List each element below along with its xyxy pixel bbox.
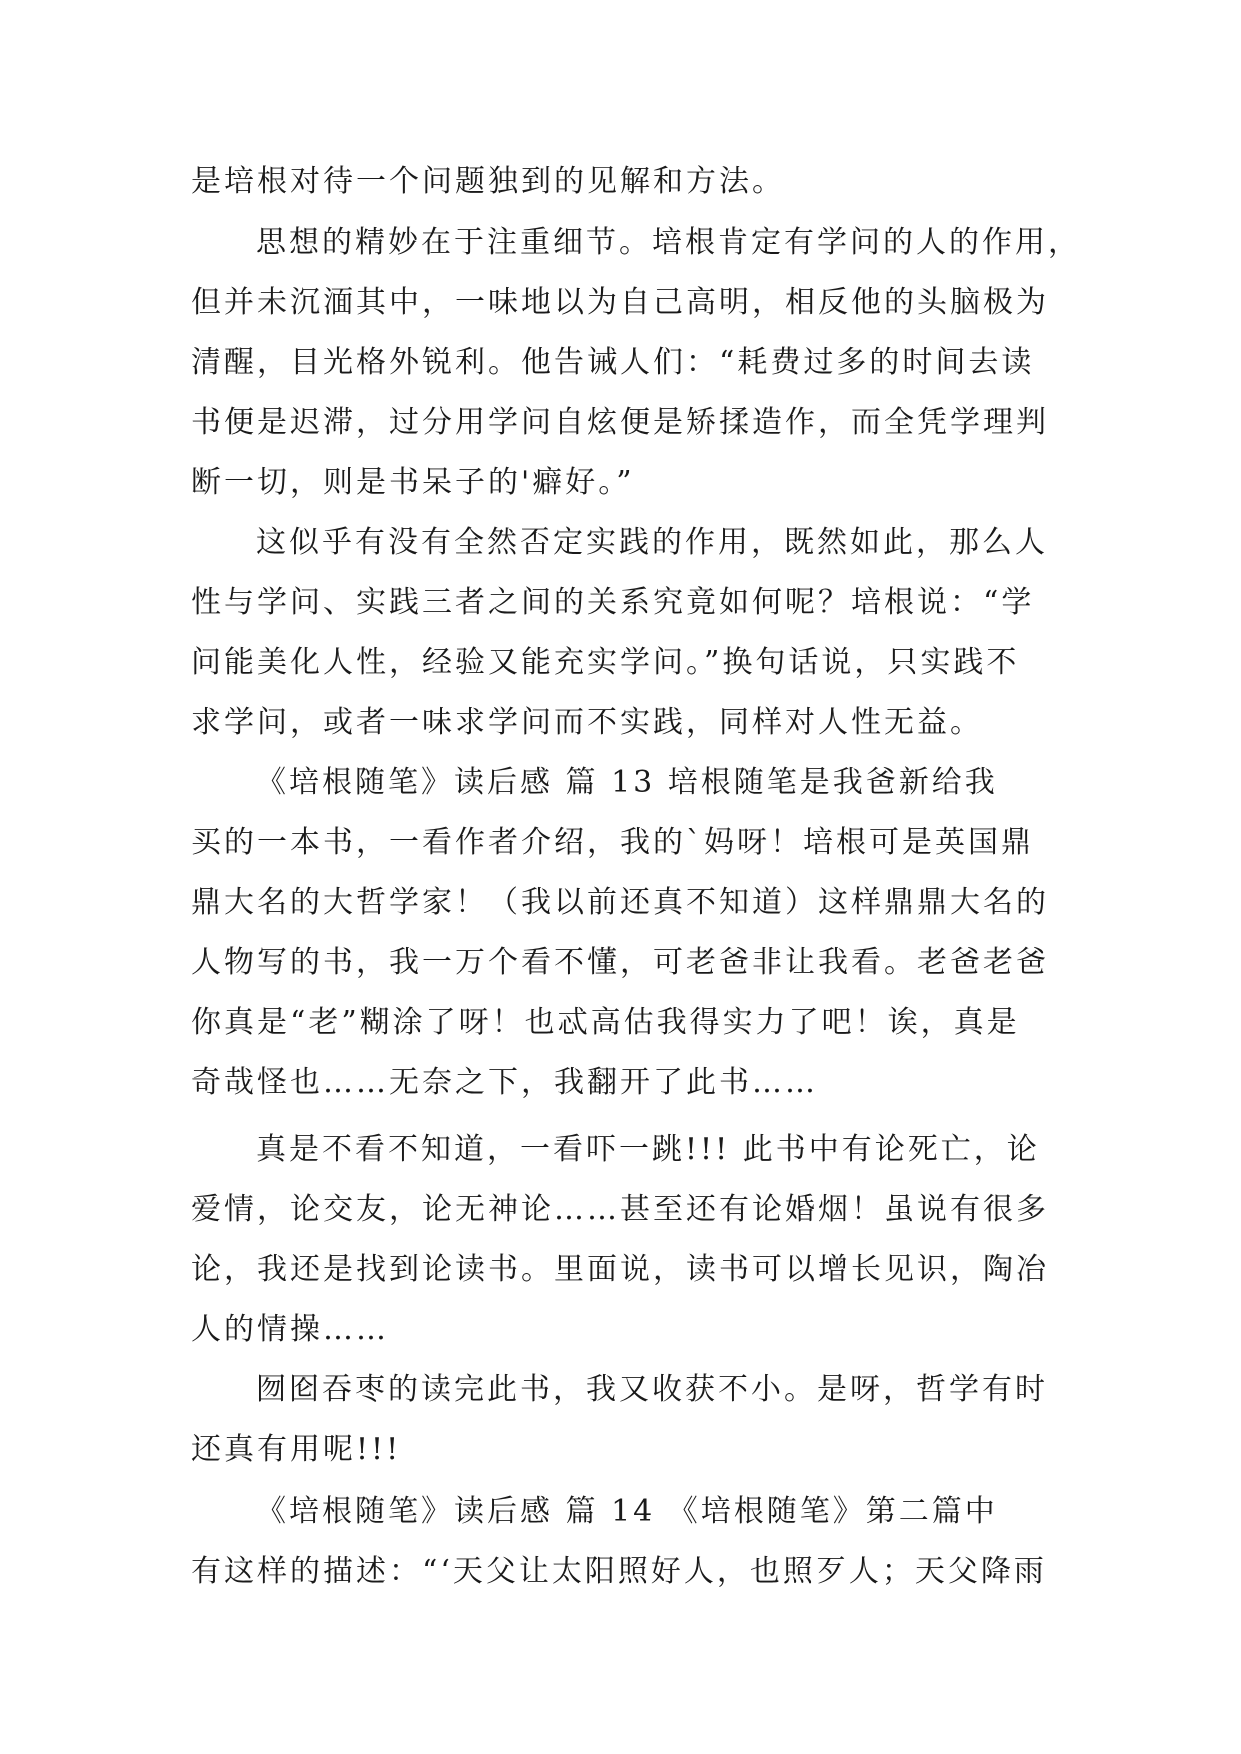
text-line: 买的一本书，一看作者介绍，我的`妈呀！培根可是英国鼎: [191, 825, 1034, 860]
text-line: 还真有用呢!!!: [191, 1432, 402, 1467]
text-line: 你真是“老”糊涂了呀！也忒高估我得实力了吧！诶，真是: [191, 1005, 1020, 1040]
text-line: 人的情操……: [191, 1312, 389, 1347]
text-line: 问能美化人性，经验又能充实学问。”换句话说，只实践不: [191, 645, 1020, 680]
text-line: 有这样的描述：“‘天父让太阳照好人，也照歹人；天父降雨: [191, 1554, 1047, 1589]
text-line: 断一切，则是书呆子的'癖好。”: [191, 465, 635, 500]
text-line: 奇哉怪也……无奈之下，我翻开了此书……: [191, 1065, 818, 1100]
text-line: 性与学问、实践三者之间的关系究竟如何呢？培根说：“学: [191, 585, 1035, 620]
text-line: 是培根对待一个问题独到的见解和方法。: [191, 164, 785, 199]
text-line: 书便是迟滞，过分用学问自炫便是矫揉造作，而全凭学理判: [191, 405, 1049, 440]
section-heading-line: 《培根随笔》读后感 篇 14 《培根随笔》第二篇中: [256, 1494, 998, 1529]
text-line: 真是不看不知道，一看吓一跳!!! 此书中有论死亡，论: [256, 1132, 1040, 1167]
text-line: 但并未沉湎其中，一味地以为自己高明，相反他的头脑极为: [191, 285, 1049, 320]
text-line: 这似乎有没有全然否定实践的作用，既然如此，那么人: [256, 525, 1048, 560]
text-line: 人物写的书，我一万个看不懂，可老爸非让我看。老爸老爸: [191, 945, 1049, 980]
section-heading-line: 《培根随笔》读后感 篇 13 培根随笔是我爸新给我: [256, 765, 998, 800]
text-line: 论，我还是找到论读书。里面说，读书可以增长见识，陶冶: [191, 1252, 1049, 1287]
text-line: 鼎大名的大哲学家！（我以前还真不知道）这样鼎鼎大名的: [191, 885, 1049, 920]
text-line: 清醒，目光格外锐利。他告诫人们：“耗费过多的时间去读: [191, 345, 1035, 380]
text-line: 爱情，论交友，论无神论……甚至还有论婚烟！虽说有很多: [191, 1192, 1049, 1227]
text-line: 求学问，或者一味求学问而不实践，同样对人性无益。: [191, 705, 983, 740]
text-line: 思想的精妙在于注重细节。培根肯定有学问的人的作用，: [256, 225, 1081, 260]
text-line: 囫囵吞枣的读完此书，我又收获不小。是呀，哲学有时: [256, 1372, 1048, 1407]
